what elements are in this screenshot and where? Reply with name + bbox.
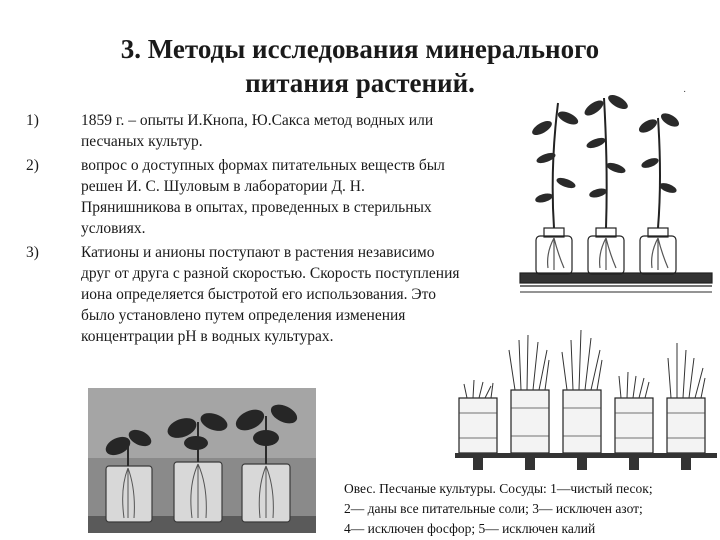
methods-list: [26, 110, 466, 350]
caption-line-2: 2— даны все питательные соли; 3— исключен азот;: [344, 501, 643, 516]
oat-sand-culture-illustration: [455, 318, 717, 473]
item-number: 3): [26, 244, 39, 261]
list-item: [26, 155, 466, 239]
title-line-2: питания растений.: [245, 68, 475, 98]
item-text: вопрос о доступных формах питательных веществ был решен И. С. Шуловым в лаборатории Д. Н. Прянишникова в опытах, проведенных в стерильных условиях.: [81, 157, 445, 237]
item-number: 1): [26, 112, 39, 129]
list-item: [26, 242, 466, 347]
figure-caption: [344, 479, 720, 539]
title-line-1: 3. Методы исследования минерального: [120, 34, 600, 64]
item-number: 2): [26, 157, 39, 174]
water-culture-illustration: [516, 88, 716, 303]
beaker-plants-photo: [88, 388, 316, 533]
caption-line-3: 4— исключен фосфор; 5— исключен калий: [344, 521, 596, 536]
list-item: [26, 110, 466, 152]
caption-line-1: Овес. Песчаные культуры. Сосуды: 1—чистый песок;: [344, 481, 653, 496]
item-text: 1859 г. – опыты И.Кнопа, Ю.Сакса метод водных или песчаных культур.: [81, 112, 434, 150]
corner-mark: ·: [683, 86, 687, 97]
item-text: Катионы и анионы поступают в растения независимо друг от друга с разной скоростью. Скорость поступления иона определяется быстротой его использования. Это было установлено путем определения изменения концентрации рН в водных культурах.: [81, 244, 460, 345]
